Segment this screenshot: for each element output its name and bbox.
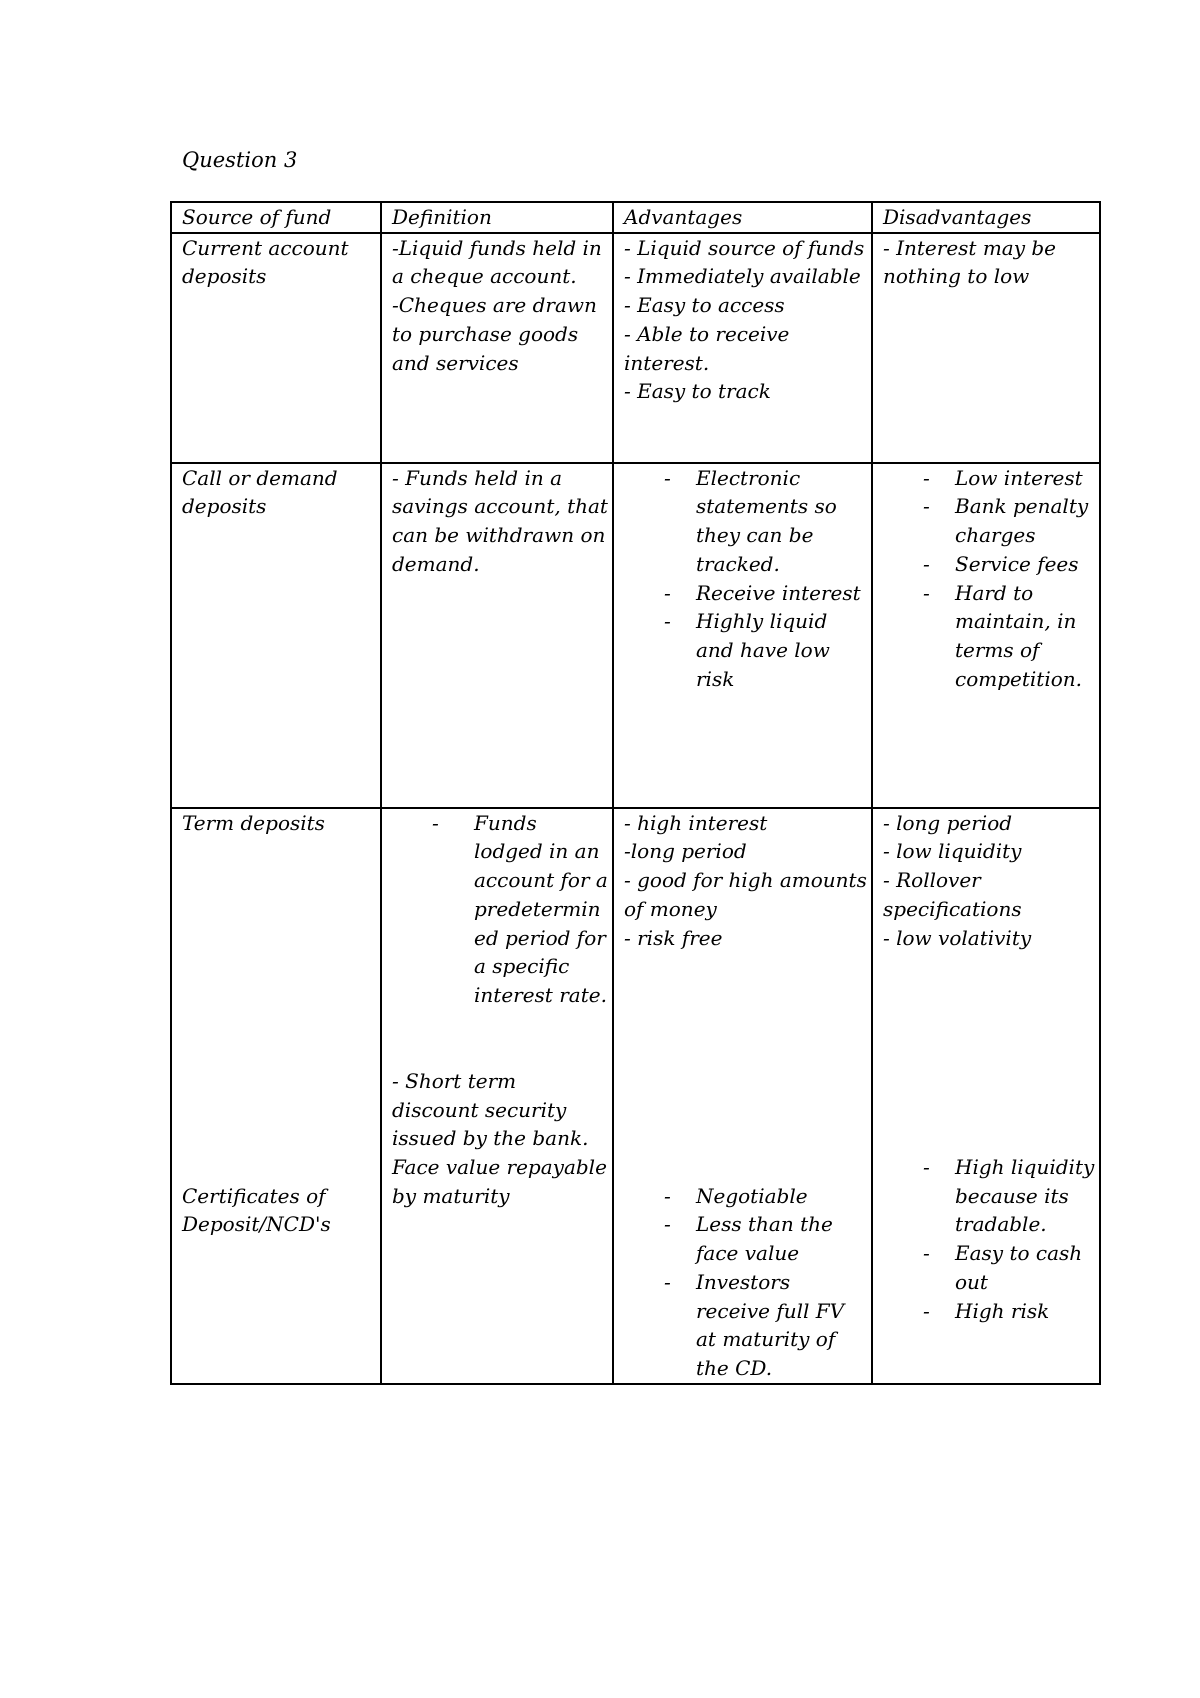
advantage-item: - Less than the face value bbox=[624, 1210, 867, 1267]
blank-line bbox=[624, 1124, 867, 1153]
disadvantage-item: - Rollover specifications bbox=[883, 868, 1022, 921]
advantage-item: - good for high amounts of money bbox=[624, 868, 874, 921]
blank-line bbox=[883, 1124, 1095, 1153]
blank-line bbox=[182, 1096, 376, 1125]
source-text: Call or demand deposits bbox=[182, 465, 344, 519]
advantage-item: - Highly liquid and have low risk bbox=[624, 607, 867, 693]
advantages-list bbox=[624, 1182, 867, 1383]
advantages-cell bbox=[613, 808, 872, 1384]
disadvantage-item: - High risk bbox=[883, 1297, 1095, 1326]
disadvantage-item: - High liquidity because its tradable. bbox=[883, 1153, 1095, 1239]
source-of-funds-table bbox=[170, 201, 1101, 1385]
blank-line bbox=[624, 1010, 867, 1039]
blank-line bbox=[182, 895, 376, 924]
disadvantages-cell bbox=[872, 233, 1100, 463]
advantage-item: - Easy to track bbox=[624, 379, 771, 404]
blank-line bbox=[883, 981, 1095, 1010]
disadvantage-item: - low volativity bbox=[883, 925, 1032, 950]
blank-line bbox=[624, 981, 867, 1010]
blank-line bbox=[624, 1153, 867, 1182]
blank-line bbox=[182, 1153, 376, 1182]
disadvantage-item: - Low interest bbox=[883, 464, 1095, 493]
disadvantage-item: - Hard to maintain, in terms of competition. bbox=[883, 579, 1095, 694]
advantages-cell bbox=[613, 463, 872, 808]
advantage-item: - high interest bbox=[624, 810, 768, 835]
header-definition: Definition bbox=[381, 202, 613, 233]
blank-line bbox=[883, 1096, 1095, 1125]
advantage-item: - Investors receive full FV at maturity of the CD. bbox=[624, 1268, 867, 1383]
advantage-item: - Liquid source of funds bbox=[624, 235, 865, 260]
disadvantages-list bbox=[883, 1153, 1095, 1325]
definition-line: - Funds lodged in an account for a predetermined period for a specific interest rate. bbox=[392, 809, 608, 1010]
definition-cell bbox=[381, 233, 613, 463]
blank-line bbox=[883, 1038, 1095, 1067]
source-cell bbox=[171, 463, 381, 808]
blank-line bbox=[624, 1067, 867, 1096]
definition-line: -Cheques are drawn to purchase goods and services bbox=[392, 293, 604, 375]
disadvantages-list bbox=[883, 464, 1095, 694]
advantages-list bbox=[624, 464, 867, 694]
disadvantage-item: - Service fees bbox=[883, 550, 1095, 579]
advantage-item: - Easy to access bbox=[624, 293, 785, 318]
definition-line: - Funds held in a savings account, that can be withdrawn on demand. bbox=[392, 465, 615, 576]
definition-line: -Liquid funds held in a cheque account. bbox=[392, 235, 609, 289]
disadvantage-item: - Easy to cash out bbox=[883, 1239, 1095, 1296]
blank-line bbox=[392, 1038, 608, 1067]
disadvantage-item: - Interest may be nothing to low bbox=[883, 235, 1063, 289]
table-row bbox=[171, 808, 1100, 1384]
definition-list bbox=[392, 809, 608, 1010]
disadvantage-item: - low liquidity bbox=[883, 839, 1022, 864]
advantage-item: - Able to receive interest. bbox=[624, 321, 796, 375]
blank-line bbox=[883, 1010, 1095, 1039]
advantage-item: - Electronic statements so they can be tracked. bbox=[624, 464, 867, 579]
header-source-of-fund: Source of fund bbox=[171, 202, 381, 233]
blank-line bbox=[624, 952, 867, 981]
definition-cell bbox=[381, 808, 613, 1384]
blank-line bbox=[624, 1096, 867, 1125]
definition-cell bbox=[381, 463, 613, 808]
blank-line bbox=[182, 866, 376, 895]
blank-line bbox=[182, 1067, 376, 1096]
blank-line bbox=[182, 952, 376, 981]
header-advantages: Advantages bbox=[613, 202, 872, 233]
blank-line bbox=[883, 1067, 1095, 1096]
table-row bbox=[171, 233, 1100, 463]
blank-line bbox=[883, 952, 1095, 981]
disadvantage-item: - long period bbox=[883, 810, 1013, 835]
table-row bbox=[171, 463, 1100, 808]
definition-line: - Short term discount security issued by the bank. Face value repayable by maturity bbox=[392, 1069, 614, 1208]
advantages-cell bbox=[613, 233, 872, 463]
advantage-item: - Negotiable bbox=[624, 1182, 867, 1211]
source-text: Current account deposits bbox=[182, 235, 355, 289]
blank-line bbox=[182, 1038, 376, 1067]
advantage-item: - Immediately available bbox=[624, 264, 861, 289]
blank-line bbox=[182, 837, 376, 866]
blank-line bbox=[624, 1038, 867, 1067]
source-text: Certificates of Deposit/NCD's bbox=[182, 1183, 332, 1237]
disadvantages-cell bbox=[872, 463, 1100, 808]
blank-line bbox=[182, 923, 376, 952]
source-text: Term deposits bbox=[182, 810, 325, 835]
source-cell bbox=[171, 233, 381, 463]
table-header-row bbox=[171, 202, 1100, 233]
blank-line bbox=[182, 1010, 376, 1039]
advantage-item: - risk free bbox=[624, 925, 723, 950]
document-title: Question 3 bbox=[182, 148, 298, 172]
advantage-item: -long period bbox=[624, 839, 747, 864]
disadvantage-item: - Bank penalty charges bbox=[883, 492, 1095, 549]
advantage-item: - Receive interest bbox=[624, 579, 867, 608]
blank-line bbox=[182, 1124, 376, 1153]
source-cell bbox=[171, 808, 381, 1384]
blank-line bbox=[182, 981, 376, 1010]
header-disadvantages: Disadvantages bbox=[872, 202, 1100, 233]
disadvantages-cell bbox=[872, 808, 1100, 1384]
blank-line bbox=[392, 1010, 608, 1039]
